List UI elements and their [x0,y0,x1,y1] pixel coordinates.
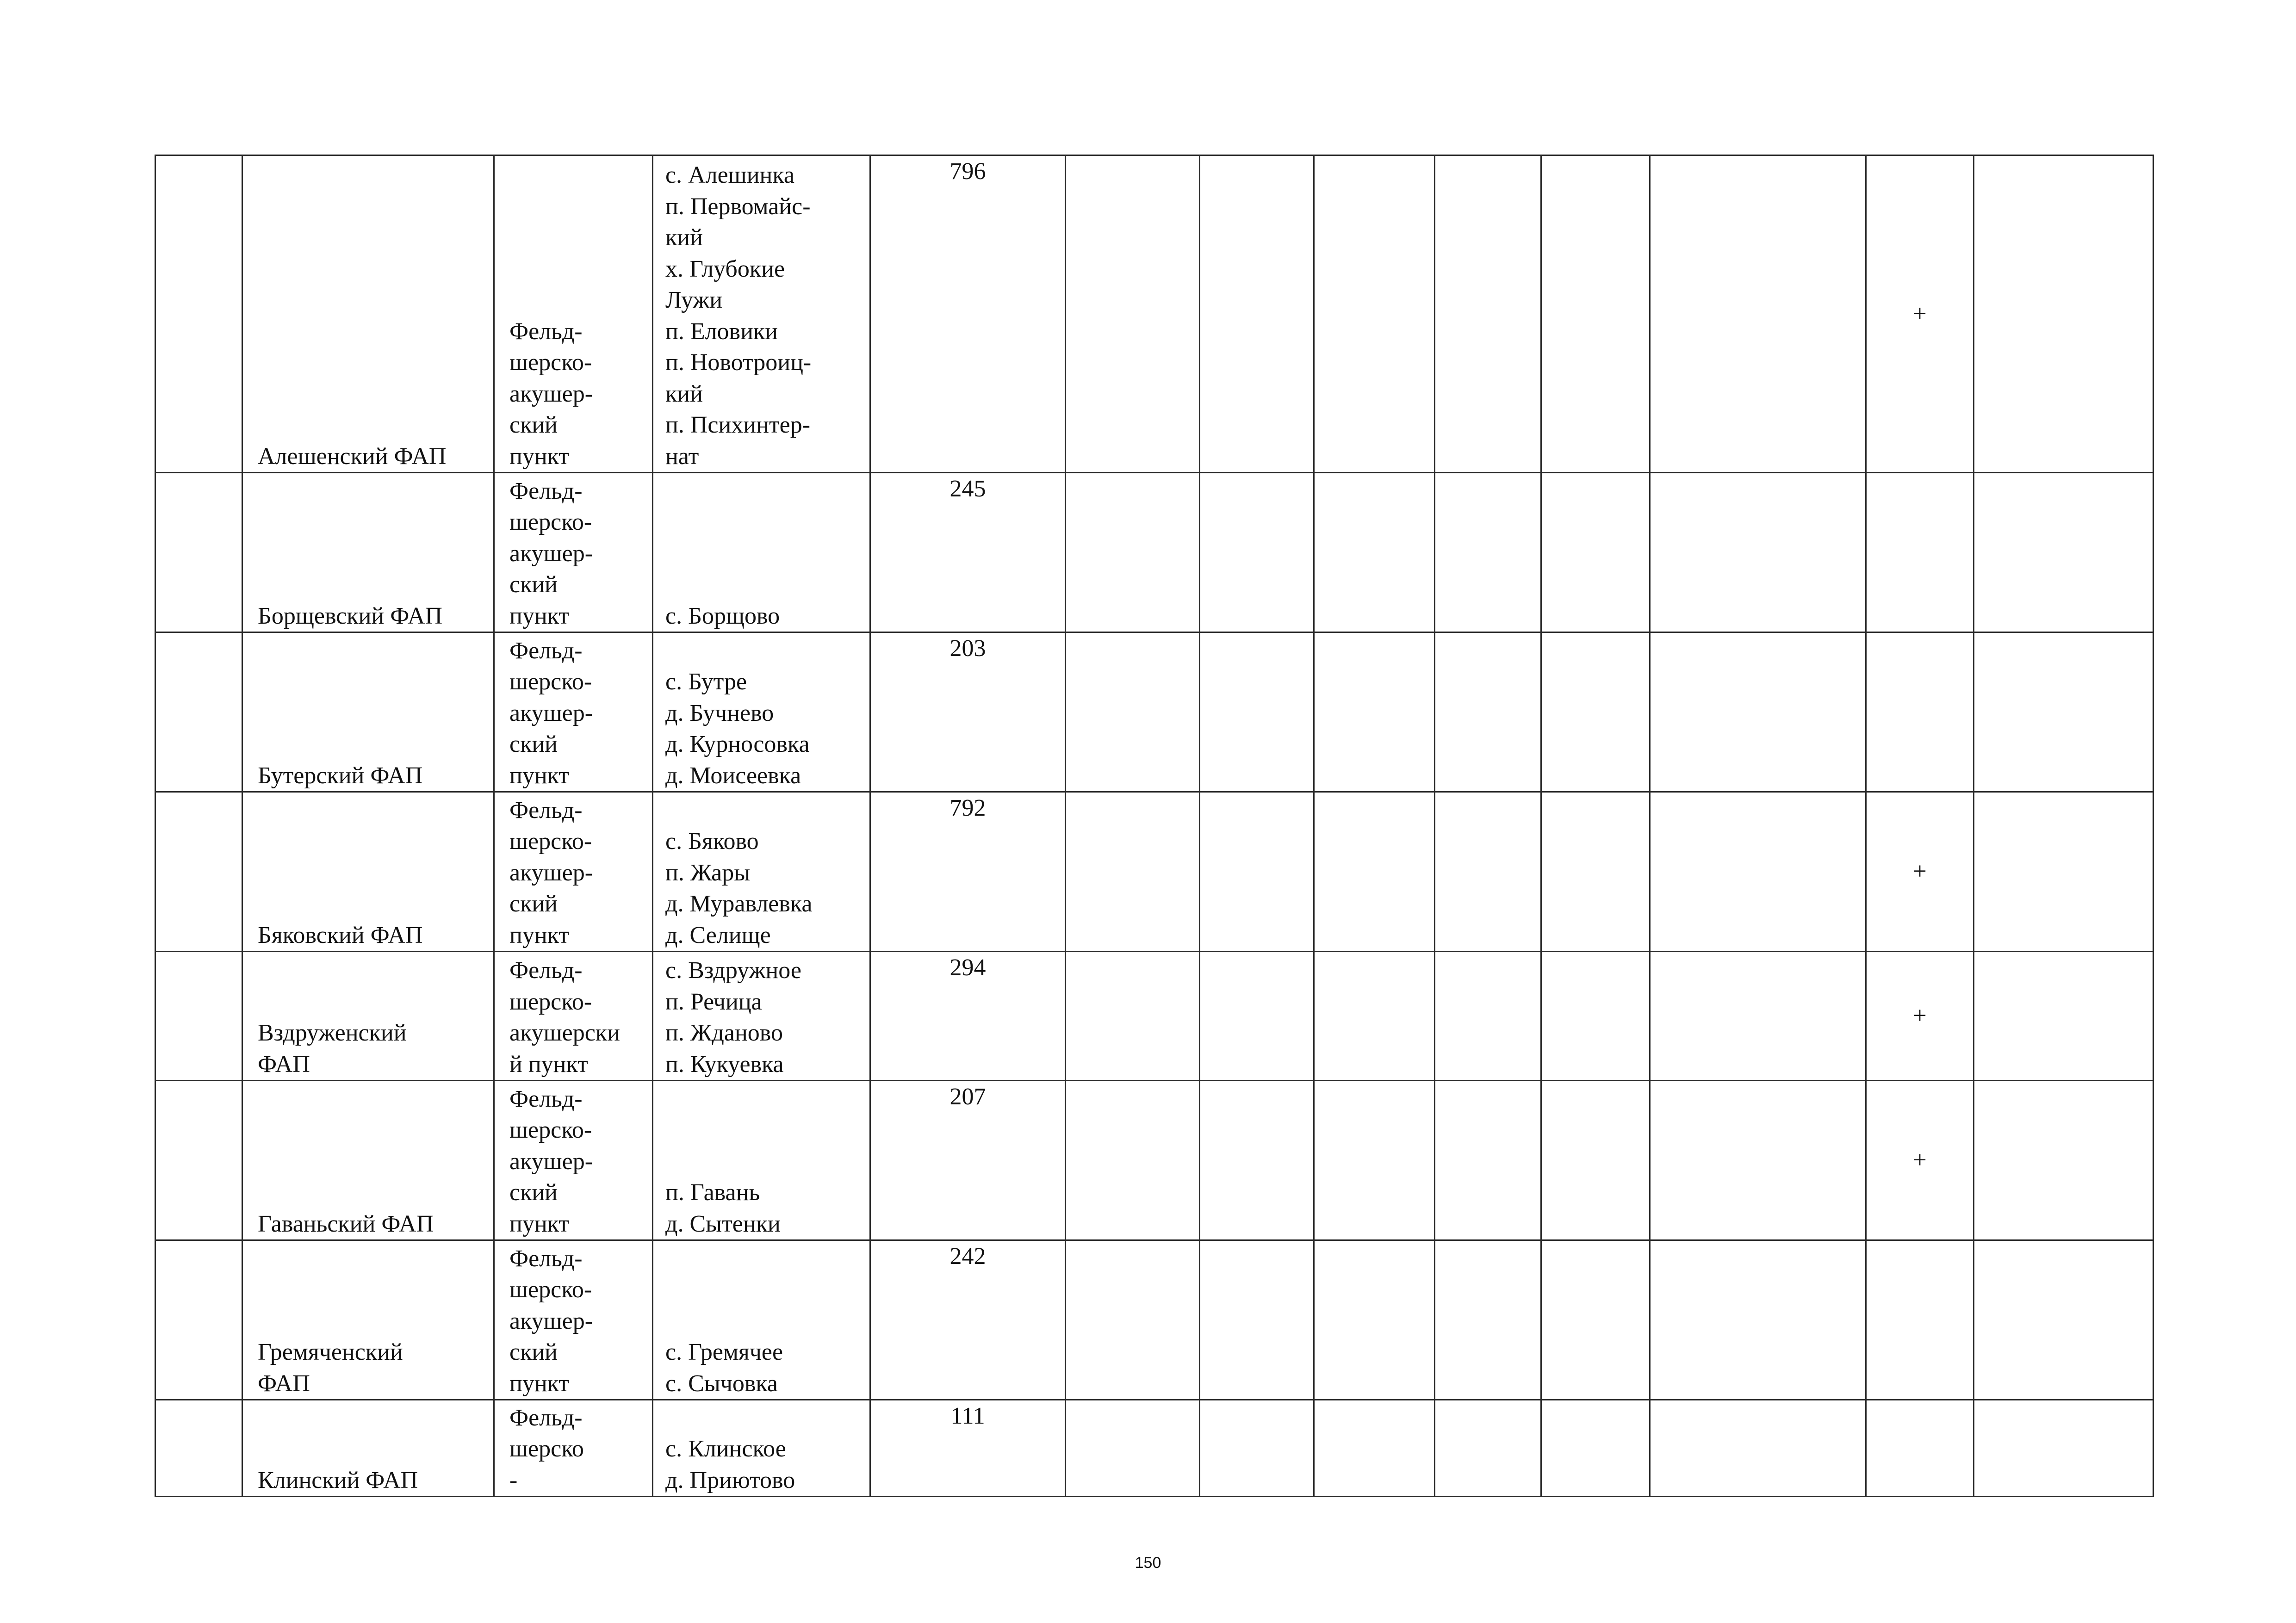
mark-cell-text: + [1913,300,1927,327]
empty-cell [1200,632,1314,792]
empty-cell [1066,952,1200,1081]
empty-cell [1650,473,1866,632]
settlements-cell [653,155,870,473]
settlements-cell-text: с. Гремячее с. Сычовка [665,1339,783,1397]
empty-cell [1541,792,1650,952]
facility-name-cell [242,155,494,473]
population-cell [870,155,1066,473]
empty-cell [1435,1240,1541,1400]
population-cell-text: 792 [949,795,986,821]
population-cell [870,473,1066,632]
empty-cell [1314,1400,1435,1497]
empty-cell [1066,1400,1200,1497]
empty-cell [1541,632,1650,792]
empty-cell [1650,632,1866,792]
table-row [155,792,2153,952]
facility-type-cell [494,1081,653,1240]
row-number-cell [155,1400,242,1497]
empty-cell [1200,1240,1314,1400]
empty-cell [1314,155,1435,473]
table-row [155,1400,2153,1497]
population-cell [870,1081,1066,1240]
empty-cell [1200,1081,1314,1240]
row-number-cell [155,1081,242,1240]
population-cell [870,952,1066,1081]
facility-name-cell [242,632,494,792]
facility-name-cell [242,792,494,952]
mark-cell-text: + [1913,1003,1927,1029]
facility-type-cell [494,632,653,792]
table-row [155,1240,2153,1400]
mark-cell [1866,1081,1974,1240]
facility-type-cell [494,155,653,473]
mark-cell [1866,473,1974,632]
empty-cell [1200,473,1314,632]
settlements-cell-text: с. Бутре д. Бучнево д. Курносовка д. Моисеевка [665,669,810,789]
settlements-cell [653,473,870,632]
settlements-cell [653,952,870,1081]
population-cell-text: 796 [949,158,986,185]
empty-cell [1314,792,1435,952]
empty-cell [1435,632,1541,792]
facility-name-cell [242,473,494,632]
row-number-cell [155,952,242,1081]
empty-cell [1541,952,1650,1081]
facility-type-cell-text: Фельд- шерско - [509,1404,584,1493]
population-cell-text: 111 [950,1403,985,1429]
table-row [155,155,2153,473]
mark-cell [1866,155,1974,473]
empty-cell [1066,792,1200,952]
empty-cell [1200,1400,1314,1497]
empty-cell [1200,792,1314,952]
empty-cell [1974,1400,2153,1497]
empty-cell [1650,952,1866,1081]
facility-type-cell-text: Фельд- шерско- акушерски й пункт [509,957,620,1078]
facility-name-cell [242,1400,494,1497]
settlements-cell-text: с. Вздружное п. Речица п. Жданово п. Кукуевка [665,957,801,1078]
page-number: 150 [1135,1554,1161,1572]
settlements-cell [653,792,870,952]
empty-cell [1314,1240,1435,1400]
settlements-cell [653,632,870,792]
empty-cell [1541,155,1650,473]
empty-cell [1066,1081,1200,1240]
facilities-table [155,155,2154,1497]
empty-cell [1314,473,1435,632]
population-cell-text: 242 [949,1243,986,1270]
row-number-cell [155,632,242,792]
empty-cell [1974,1081,2153,1240]
row-number-cell [155,473,242,632]
population-cell [870,792,1066,952]
mark-cell [1866,952,1974,1081]
population-cell-text: 245 [949,476,986,502]
empty-cell [1541,1400,1650,1497]
empty-cell [1435,952,1541,1081]
mark-cell [1866,792,1974,952]
facility-name-cell-text: Вздруженский ФАП [258,1020,407,1078]
mark-cell-text: + [1913,858,1927,885]
empty-cell [1650,792,1866,952]
empty-cell [1974,1240,2153,1400]
facility-type-cell [494,952,653,1081]
empty-cell [1974,792,2153,952]
mark-cell [1866,1240,1974,1400]
settlements-cell-text: с. Борщово [665,602,780,629]
empty-cell [1974,473,2153,632]
facility-name-cell-text: Бутерский ФАП [258,762,423,789]
table-row [155,1081,2153,1240]
empty-cell [1974,632,2153,792]
empty-cell [1435,792,1541,952]
facility-name-cell-text: Гремяченский ФАП [258,1339,403,1397]
empty-cell [1314,952,1435,1081]
facility-name-cell-text: Гаваньский ФАП [258,1210,434,1237]
settlements-cell-text: п. Гавань д. Сытенки [665,1179,781,1237]
table-row [155,952,2153,1081]
settlements-cell [653,1400,870,1497]
empty-cell [1066,1240,1200,1400]
table-body [155,155,2153,1497]
population-cell-text: 207 [949,1084,986,1110]
empty-cell [1650,1240,1866,1400]
population-cell [870,1240,1066,1400]
mark-cell [1866,632,1974,792]
row-number-cell [155,1240,242,1400]
empty-cell [1314,632,1435,792]
population-cell-text: 294 [949,954,986,981]
empty-cell [1974,952,2153,1081]
facility-name-cell-text: Клинский ФАП [258,1467,418,1493]
facility-name-cell [242,1240,494,1400]
facility-type-cell [494,473,653,632]
empty-cell [1541,473,1650,632]
table-row [155,632,2153,792]
empty-cell [1435,1081,1541,1240]
empty-cell [1200,952,1314,1081]
facility-type-cell-text: Фельд- шерско- акушер- ский пункт [509,637,593,789]
facility-type-cell [494,1240,653,1400]
facility-name-cell-text: Алешенский ФАП [258,443,447,470]
facility-type-cell [494,792,653,952]
mark-cell [1866,1400,1974,1497]
row-number-cell [155,155,242,473]
population-cell-text: 203 [949,635,986,662]
empty-cell [1650,1400,1866,1497]
empty-cell [1314,1081,1435,1240]
population-cell [870,632,1066,792]
empty-cell [1435,1400,1541,1497]
facility-type-cell-text: Фельд- шерско- акушер- ский пункт [509,797,593,948]
facility-name-cell-text: Борщевский ФАП [258,602,443,629]
table-row [155,473,2153,632]
settlements-cell [653,1240,870,1400]
empty-cell [1650,1081,1866,1240]
facility-type-cell-text: Фельд- шерско- акушер- ский пункт [509,1085,593,1237]
empty-cell [1541,1240,1650,1400]
row-number-cell [155,792,242,952]
empty-cell [1066,473,1200,632]
facility-type-cell-text: Фельд- шерско- акушер- ский пункт [509,1245,593,1397]
facility-name-cell [242,1081,494,1240]
facility-name-cell-text: Бяковский ФАП [258,922,423,948]
facility-type-cell-text: Фельд- шерско- акушер- ский пункт [509,318,593,470]
facility-type-cell [494,1400,653,1497]
mark-cell-text: + [1913,1147,1927,1174]
facility-type-cell-text: Фельд- шерско- акушер- ский пункт [509,477,593,629]
facility-name-cell [242,952,494,1081]
empty-cell [1974,155,2153,473]
empty-cell [1200,155,1314,473]
empty-cell [1541,1081,1650,1240]
empty-cell [1650,155,1866,473]
settlements-cell [653,1081,870,1240]
empty-cell [1066,632,1200,792]
settlements-cell-text: с. Клинское д. Приютово [665,1436,795,1493]
settlements-cell-text: с. Бяково п. Жары д. Муравлевка д. Селище [665,828,813,948]
empty-cell [1435,155,1541,473]
settlements-cell-text: с. Алешинка п. Первомайс- кий х. Глубокие Лужи п. Еловики п. Новотроиц- кий п. Психинтер- нат [665,162,812,470]
population-cell [870,1400,1066,1497]
empty-cell [1066,155,1200,473]
empty-cell [1435,473,1541,632]
